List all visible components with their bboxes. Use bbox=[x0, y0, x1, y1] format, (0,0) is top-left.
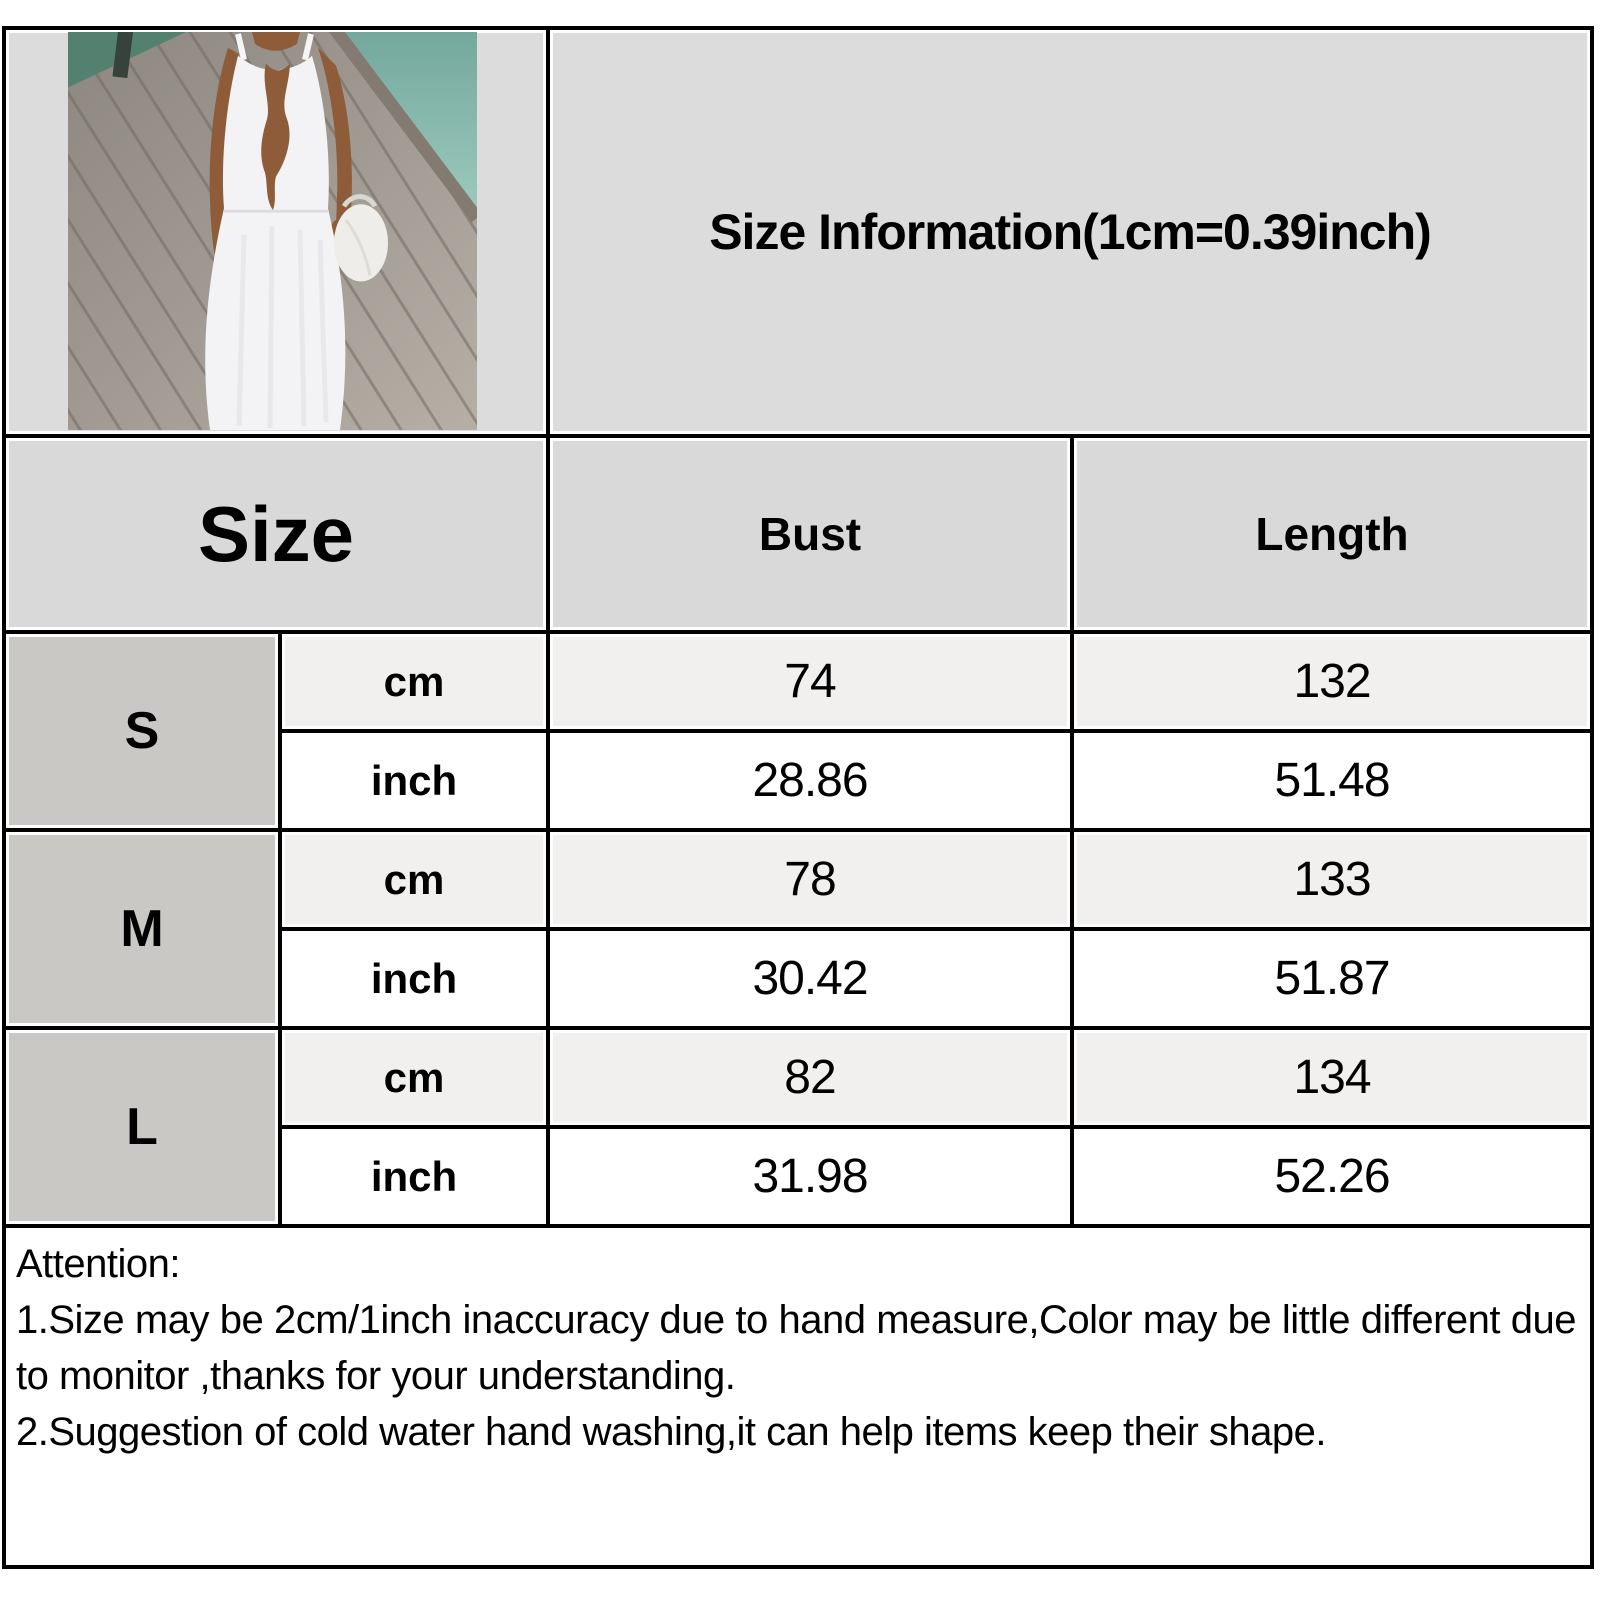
s-bust-inch: 28.86 bbox=[550, 733, 1070, 828]
page-title: Size Information(1cm=0.39inch) bbox=[709, 204, 1431, 260]
unit-label: inch bbox=[282, 931, 546, 1026]
length-column-header: Length bbox=[1255, 508, 1409, 560]
unit-label: inch bbox=[282, 733, 546, 828]
size-column-header: Size bbox=[197, 489, 355, 578]
s-length-inch: 51.48 bbox=[1074, 733, 1590, 828]
size-chart-frame bbox=[2, 26, 1594, 1569]
l-bust-inch: 31.98 bbox=[550, 1129, 1070, 1224]
l-length-inch: 52.26 bbox=[1074, 1129, 1590, 1224]
unit-label: inch bbox=[282, 1129, 546, 1224]
length-column-header-cell bbox=[1074, 438, 1590, 630]
size-column-header-cell bbox=[6, 438, 546, 630]
bust-column-header-cell bbox=[550, 438, 1070, 630]
title-cell bbox=[550, 30, 1590, 434]
unit-label: cm bbox=[282, 1030, 546, 1125]
s-length-cm: 132 bbox=[1074, 634, 1590, 729]
m-length-inch: 51.87 bbox=[1074, 931, 1590, 1026]
size-label-s: S bbox=[6, 634, 278, 828]
l-length-cm: 134 bbox=[1074, 1030, 1590, 1125]
s-bust-cm: 74 bbox=[550, 634, 1070, 729]
size-label-l: L bbox=[6, 1030, 278, 1224]
m-bust-cm: 78 bbox=[550, 832, 1070, 927]
size-chart-grid bbox=[6, 30, 1590, 1565]
product-photo bbox=[68, 32, 477, 430]
attention-note-1: 1.Size may be 2cm/1inch inaccuracy due to hand measure,Color may be little different due to monitor ,thanks for your understanding. bbox=[16, 1298, 1576, 1398]
m-length-cm: 133 bbox=[1074, 832, 1590, 927]
unit-label: cm bbox=[282, 634, 546, 729]
attention-note-2: 2.Suggestion of cold water hand washing,it can help items keep their shape. bbox=[16, 1410, 1326, 1454]
m-bust-inch: 30.42 bbox=[550, 931, 1070, 1026]
unit-label: cm bbox=[282, 832, 546, 927]
product-photo-illustration bbox=[68, 32, 477, 430]
size-label-m: M bbox=[6, 832, 278, 1026]
l-bust-cm: 82 bbox=[550, 1030, 1070, 1125]
attention-heading: Attention: bbox=[16, 1242, 181, 1286]
attention-section bbox=[6, 1228, 1590, 1565]
bust-column-header: Bust bbox=[758, 508, 862, 560]
product-photo-cell bbox=[6, 30, 546, 434]
